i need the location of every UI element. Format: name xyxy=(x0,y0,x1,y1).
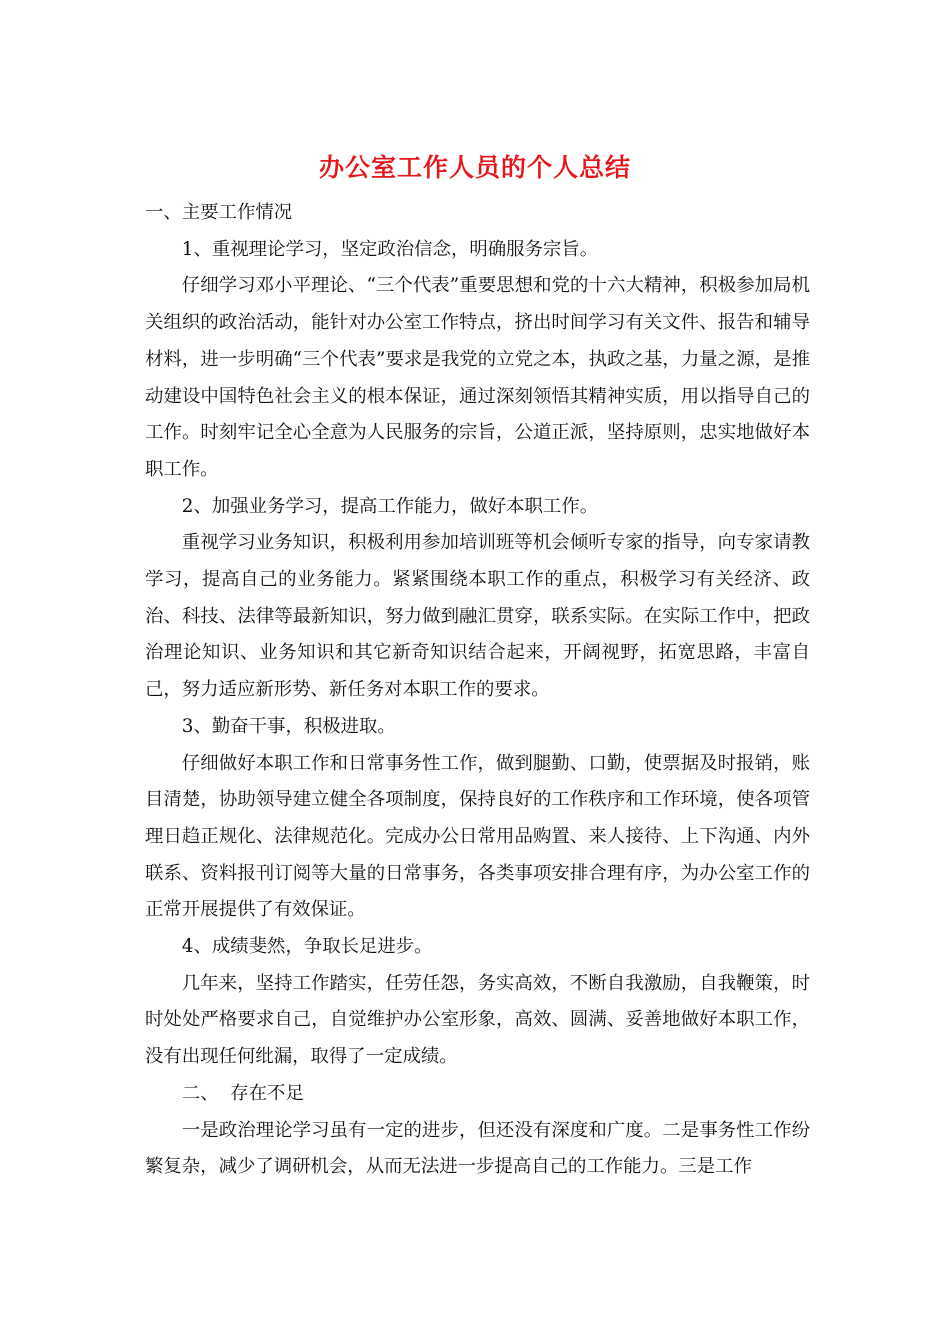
item-heading-theory-study: 1、重视理论学习，坚定政治信念，明确服务宗旨。 xyxy=(181,238,599,260)
paragraph-diligence: 仔细做好本职工作和日常事务性工作，做到腿勤、口勤，使票据及时报销，账目清楚，协助领导建立健全各项制度，保持良好的工作秩序和工作环境，使各项管理日趋正规化、法律规范化。完成办公日常用品购置、来人接待、上下沟通、内外联系、资料报刊订阅等大量的日常事务，各类事项安排合理有序，为办公室工作的正常开展提供了有效保证。 xyxy=(145,752,810,921)
item-heading-diligence: 3、勤奋干事，积极进取。 xyxy=(181,715,396,737)
paragraph-achievements: 几年来，坚持工作踏实，任劳任怨，务实高效，不断自我激励，自我鞭策，时时处处严格要求自己，自觉维护办公室形象，高效、圆满、妥善地做好本职工作，没有出现任何纰漏，取得了一定成绩。 xyxy=(145,972,810,1068)
section-heading-main-work: 一、主要工作情况 xyxy=(145,202,293,223)
item-heading-business-study: 2、加强业务学习，提高工作能力，做好本职工作。 xyxy=(181,495,599,517)
paragraph-shortcomings: 一是政治理论学习虽有一定的进步，但还没有深度和广度。二是事务性工作纷繁复杂，减少了调研机会，从而无法进一步提高自己的工作能力。三是工作 xyxy=(145,1119,810,1178)
document-body xyxy=(145,195,810,1186)
document-title: 办公室工作人员的个人总结 xyxy=(318,153,631,182)
paragraph-business-study: 重视学习业务知识，积极利用参加培训班等机会倾听专家的指导，向专家请教学习，提高自己的业务能力。紧紧围绕本职工作的重点，积极学习有关经济、政治、科技、法律等最新知识，努力做到融汇贯穿，联系实际。在实际工作中，把政治理论知识、业务知识和其它新奇知识结合起来，开阔视野，拓宽思路，丰富自己，努力适应新形势、新任务对本职工作的要求。 xyxy=(145,532,810,701)
paragraph-theory-study: 仔细学习邓小平理论、“三个代表”重要思想和党的十六大精神，积极参加局机关组织的政治活动，能针对办公室工作特点，挤出时间学习有关文件、报告和辅导材料，进一步明确“三个代表”要求是我党的立党之本，执政之基，力量之源，是推动建设中国特色社会主义的根本保证，通过深刻领悟其精神实质，用以指导自己的工作。时刻牢记全心全意为人民服务的宗旨，公道正派，坚持原则，忠实地做好本职工作。 xyxy=(145,275,810,480)
section-heading-shortcomings: 二、 存在不足 xyxy=(181,1082,304,1104)
item-heading-achievements: 4、成绩斐然，争取长足进步。 xyxy=(181,936,433,958)
